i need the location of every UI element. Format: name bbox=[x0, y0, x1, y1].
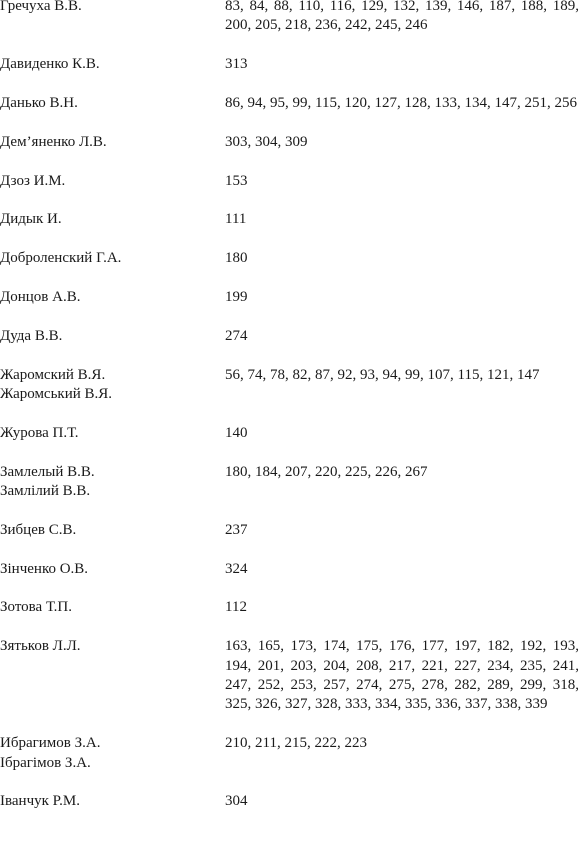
index-entry bbox=[0, 521, 581, 540]
author-names bbox=[0, 734, 225, 773]
author-name: Журова П.Т. bbox=[0, 424, 79, 441]
index-entry bbox=[0, 133, 581, 152]
page-references: 313 bbox=[225, 56, 248, 73]
page-references: 303, 304, 309 bbox=[225, 133, 308, 150]
author-names bbox=[0, 288, 225, 307]
author-name: Жаромский В.Я. bbox=[0, 366, 106, 383]
index-entry bbox=[0, 94, 581, 113]
page-references: 86, 94, 95, 99, 115, 120, 127, 128, 133, 134, 147, 251, 256 bbox=[225, 95, 577, 111]
author-name: Ибрагимов З.А. bbox=[0, 735, 101, 752]
page-references: 180 bbox=[225, 250, 248, 267]
author-name: Іванчук Р.М. bbox=[0, 793, 80, 810]
author-name: Замлілий В.В. bbox=[0, 482, 91, 499]
index-entry bbox=[0, 55, 581, 74]
page-references: 111 bbox=[225, 211, 247, 228]
author-name: Дзоз И.М. bbox=[0, 172, 66, 189]
author-names bbox=[0, 55, 225, 74]
index-entry bbox=[0, 327, 581, 346]
author-name: Данько В.Н. bbox=[0, 95, 78, 111]
author-names bbox=[0, 0, 225, 36]
author-names bbox=[0, 792, 225, 811]
index-entry bbox=[0, 637, 581, 715]
author-name: Дем’яненко Л.В. bbox=[0, 133, 107, 150]
author-names bbox=[0, 94, 225, 113]
author-names bbox=[0, 637, 225, 715]
page-references: 83, 84, 88, 110, 116, 129, 132, 139, 146, 187, 188, 189, 200, 205, 218, 236, 242, 245, 246 bbox=[225, 0, 579, 34]
author-name: Доброленский Г.А. bbox=[0, 250, 122, 267]
author-names bbox=[0, 424, 225, 443]
page-references: 210, 211, 215, 222, 223 bbox=[225, 735, 367, 752]
page-references: 163, 165, 173, 174, 175, 176, 177, 197, 182, 192, 193, 194, 201, 203, 204, 208, 217, 221, 227, 234, 235, 241, 247, 252, 253, 257, 274, 275, 278, 282, 289, 299, 318, 325, 326, 327, 328, 333, 334, 335, 336, 337, 338, 339 bbox=[225, 638, 579, 713]
page-references: 304 bbox=[225, 793, 248, 810]
index-entry bbox=[0, 598, 581, 617]
author-names bbox=[0, 133, 225, 152]
index-entry bbox=[0, 424, 581, 443]
index-entry bbox=[0, 210, 581, 229]
author-names bbox=[0, 560, 225, 579]
index-entry bbox=[0, 792, 581, 811]
author-name: Зотова Т.П. bbox=[0, 599, 72, 616]
author-name: Давиденко К.В. bbox=[0, 56, 100, 73]
author-names bbox=[0, 521, 225, 540]
page-references: 274 bbox=[225, 327, 248, 344]
index-entry bbox=[0, 366, 581, 405]
author-names bbox=[0, 327, 225, 346]
page-references: 324 bbox=[225, 560, 248, 577]
author-name: Ібрагімов З.А. bbox=[0, 754, 91, 771]
author-name: Зибцев С.В. bbox=[0, 521, 77, 538]
index-entry bbox=[0, 288, 581, 307]
page-references: 56, 74, 78, 82, 87, 92, 93, 94, 99, 107, 115, 121, 147 bbox=[225, 366, 540, 383]
author-name: Дидык И. bbox=[0, 211, 62, 228]
page-references: 180, 184, 207, 220, 225, 226, 267 bbox=[225, 463, 428, 480]
author-name: Замлелый В.В. bbox=[0, 463, 95, 480]
page-references: 112 bbox=[225, 599, 247, 616]
author-names bbox=[0, 463, 225, 502]
author-names bbox=[0, 172, 225, 191]
page-references: 140 bbox=[225, 424, 248, 441]
page-references: 199 bbox=[225, 288, 248, 305]
index-entry bbox=[0, 0, 581, 36]
author-names bbox=[0, 366, 225, 405]
author-names bbox=[0, 210, 225, 229]
index-entry bbox=[0, 560, 581, 579]
index-entry bbox=[0, 463, 581, 502]
page-references: 237 bbox=[225, 521, 248, 538]
author-names bbox=[0, 249, 225, 268]
author-name: Зятьков Л.Л. bbox=[0, 638, 81, 655]
author-name: Донцов А.В. bbox=[0, 288, 81, 305]
author-name: Жаромський В.Я. bbox=[0, 385, 113, 402]
author-names bbox=[0, 598, 225, 617]
index-entry bbox=[0, 734, 581, 773]
index-entry bbox=[0, 172, 581, 191]
author-name: Дуда В.В. bbox=[0, 327, 63, 344]
index-entry bbox=[0, 249, 581, 268]
page-references: 153 bbox=[225, 172, 248, 189]
author-name: Гречуха В.В. bbox=[0, 0, 82, 14]
author-name: Зінченко О.В. bbox=[0, 560, 89, 577]
